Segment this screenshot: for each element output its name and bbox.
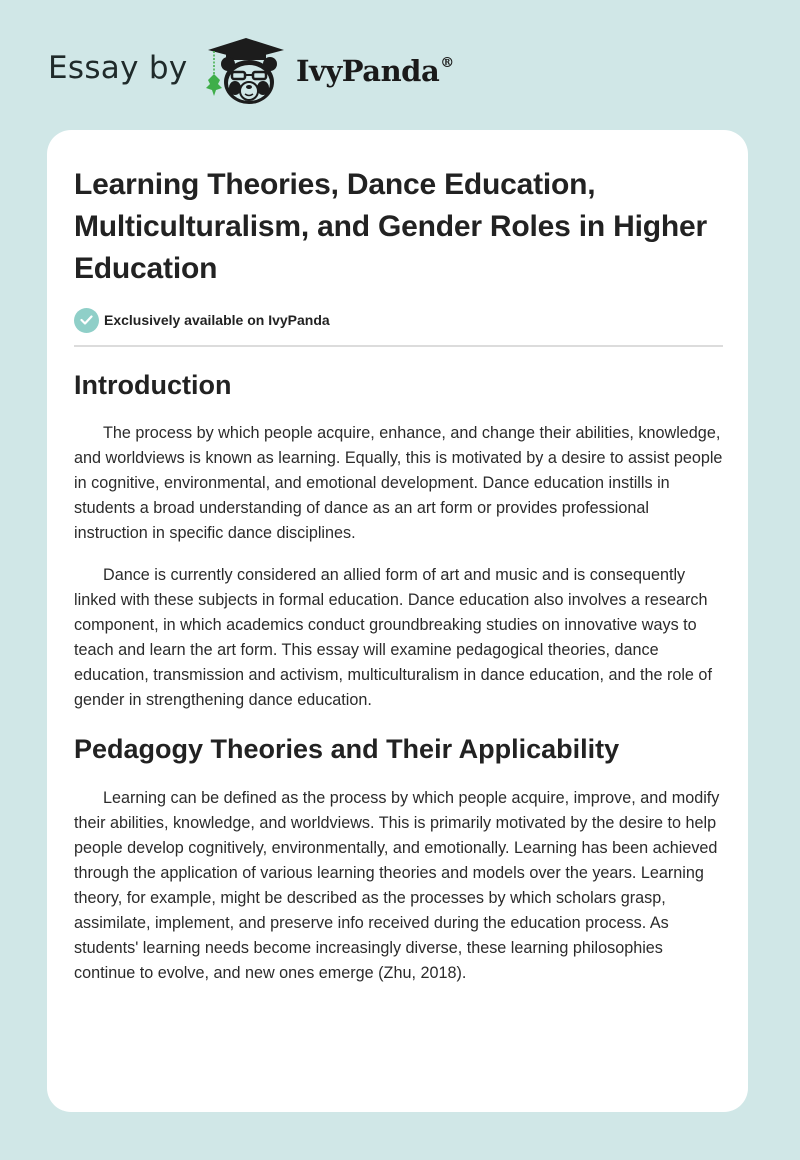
section-heading-pedagogy: Pedagogy Theories and Their Applicability — [74, 734, 620, 764]
exclusive-badge — [74, 307, 723, 333]
essay-content — [74, 130, 723, 986]
page-title: Learning Theories, Dance Education, Multiculturalism, and Gender Roles in Higher Education — [74, 168, 707, 285]
site-header — [0, 0, 800, 130]
divider — [74, 345, 723, 347]
paragraph: The process by which people acquire, enhance, and change their abilities, knowledge, and worldviews is known as learning. Equally, this is motivated by a desire to assist people in cognitive, environmental, and emotional development. Dance education instills in students a broad understanding of dance as an art form or provides professional instruction in specific dance disciplines. — [74, 424, 723, 542]
paragraph: Dance is currently considered an allied form of art and music and is consequently linked with these subjects in formal education. Dance education also involves a research component, in which academics conduct groundbreaking studies on innovative ways to teach and learn the art form. This essay will examine pedagogical theories, dance education, transmission and activism, multiculturalism in dance education, and the role of gender in strengthening dance education. — [74, 566, 712, 709]
essay-card — [47, 130, 748, 1112]
paragraph: Learning can be defined as the process by which people acquire, improve, and modify their abilities, knowledge, and worldviews. This is primarily motivated by the desire to help people develop cognitively, environmentally, and emotionally. Learning has been achieved through the application of various learning theories and models over the years. Learning theory, for example, might be described as the processes by which scholars grasp, assimilate, implement, and preserve info received during the education process. As students' learning needs become increasingly diverse, these learning philosophies continue to evolve, and new ones emerge (Zhu, 2018). — [74, 789, 720, 982]
exclusive-badge-text: Exclusively available on IvyPanda — [104, 312, 330, 328]
brand-logo-text[interactable]: IvyPanda® — [296, 54, 454, 88]
section-heading-introduction: Introduction — [74, 370, 232, 400]
panda-graduation-cap-icon[interactable] — [200, 36, 292, 108]
essay-by-label: Essay by — [48, 50, 188, 86]
check-circle-icon — [74, 308, 99, 333]
